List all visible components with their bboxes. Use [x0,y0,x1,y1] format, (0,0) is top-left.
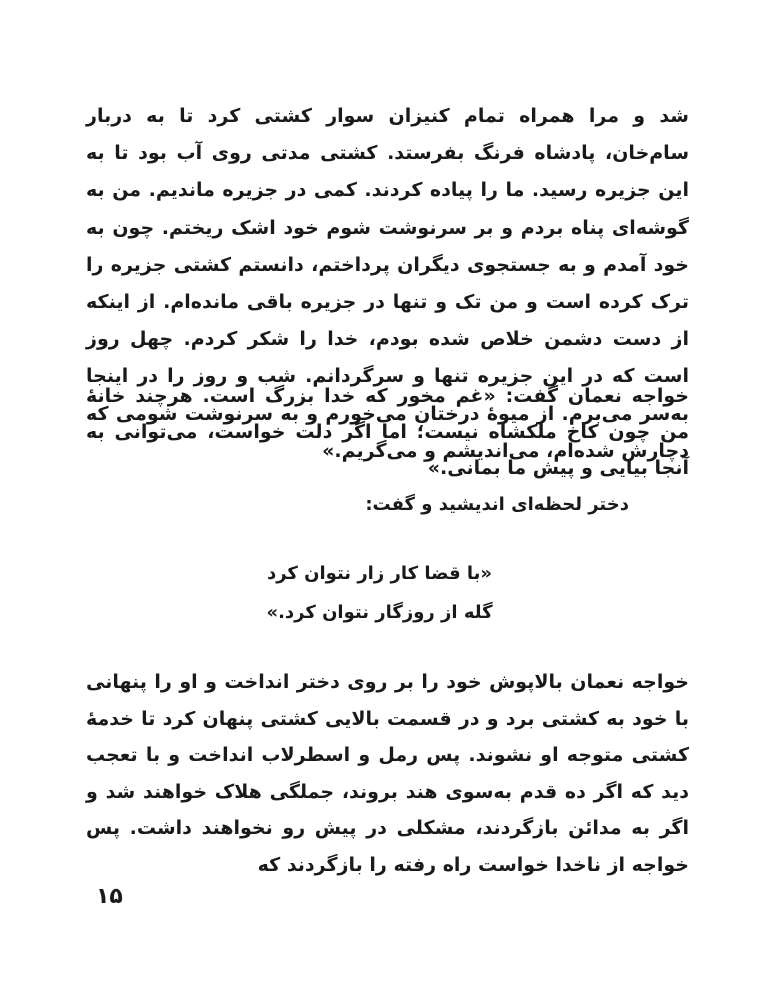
paragraph-3: خواجه نعمان بالاپوش خود را بر روی دختر انداخت و او را پنهانی با خود به کشتی برد و در قسمت بالایی کشتی پنهان کرد تا خدمهٔ کشتی متوجه او نشوند. پس رمل و اسطرلاب انداخت و با تعجب دید که اگر ده قدم به‌سوی هند بروند، جملگی هلاک خواهند شد و اگر به مدائن بازگردند، مشکلی در پیش رو نخواهند داشت. پس خواجه از ناخدا خواست راه رفته را بازگردند که [86,671,689,876]
page-number: ۱۵ [96,884,123,909]
paragraph-1: شد و مرا همراه تمام کنیزان سوار کشتی کرد تا به دربار سام‌خان، پادشاه فرنگ بفرستد. کشتی مدتی روی آب بود تا به این جزیره رسید. ما را پیاده کردند. کمی در جزیره ماندیم. من به گوشه‌ای پناه بردم و بر سرنوشت شوم خود اشک ریختم. چون به خود آمدم و به جستجوی دیگران پرداختم، دانستم کشتی جزیره را ترک کرده است و من تک و تنها در جزیره باقی مانده‌ام. از اینکه از دست دشمن خلاص شده بودم، خدا را شکر کردم. چهل روز است که در این جزیره تنها و سرگردانم. شب و روز را در اینجا به‌سر می‌برم. از میوهٔ درختان می‌خورم و به سرنوشت شومی که دچارش شده‌ام، می‌اندیشم و می‌گریم.» [86,105,689,462]
verse-line-1: «با قضا کار زار نتوان کرد [266,563,493,584]
verse-line-2: گله از روزگار نتوان کرد.» [266,602,493,623]
paragraph-2: خواجه نعمان گفت: «غم مخور که خدا بزرگ است. هرچند خانهٔ من چون کاخ ملکشاه نیست؛ اما اگر دلت خواست، می‌توانی به آنجا بیایی و پیش ما بمانی.» [86,385,689,479]
intro-line: دختر لحظه‌ای اندیشید و گفت: [365,494,629,515]
